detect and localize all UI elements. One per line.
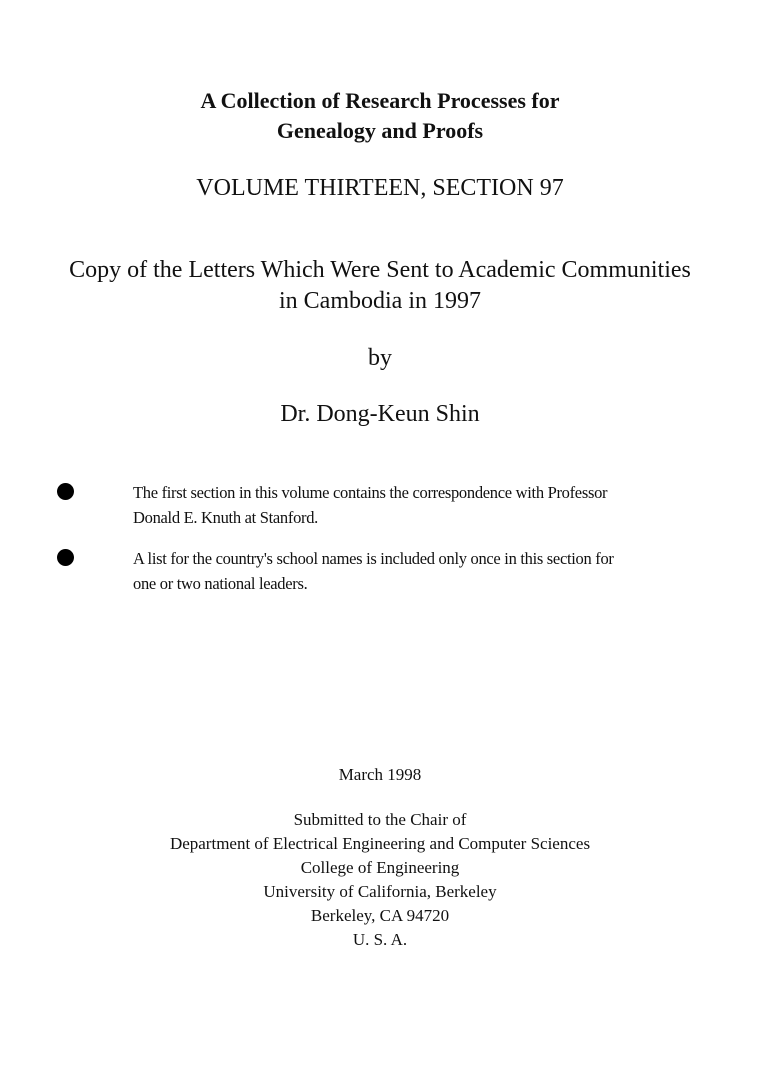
submission-line-3: College of Engineering	[300, 858, 460, 877]
author-name: Dr. Dong-Keun Shin	[280, 401, 480, 427]
bullet-1-line-2: Donald E. Knuth at Stanford.	[133, 508, 318, 527]
submission-line-1: Submitted to the Chair of	[293, 810, 467, 829]
bullet-dot-icon	[57, 483, 74, 500]
title-line-2: Genealogy and Proofs	[276, 118, 484, 143]
subtitle-line-1: Copy of the Letters Which Were Sent to Academic Communities	[69, 257, 691, 283]
bullet-2-line-2: one or two national leaders.	[133, 574, 308, 593]
submission-line-2: Department of Electrical Engineering and Computer Sciences	[169, 834, 591, 853]
subtitle-line-2: in Cambodia in 1997	[279, 288, 481, 314]
bullet-text-1	[133, 480, 723, 530]
bullet-1-line-1: The first section in this volume contains the correspondence with Professor	[133, 483, 608, 502]
submission-line-4: University of California, Berkeley	[263, 882, 497, 901]
submission-line-6: U. S. A.	[352, 930, 408, 949]
submission-line-5: Berkeley, CA 94720	[310, 906, 450, 925]
bullet-dot-icon	[57, 549, 74, 566]
bullet-2-line-1: A list for the country's school names is included only once in this section for	[133, 549, 614, 568]
date-line: March 1998	[338, 765, 422, 784]
bullet-text-2	[133, 546, 723, 596]
volume-heading: VOLUME THIRTEEN, SECTION 97	[196, 175, 564, 201]
title-line-1: A Collection of Research Processes for	[200, 88, 560, 113]
by-label: by	[368, 345, 392, 371]
